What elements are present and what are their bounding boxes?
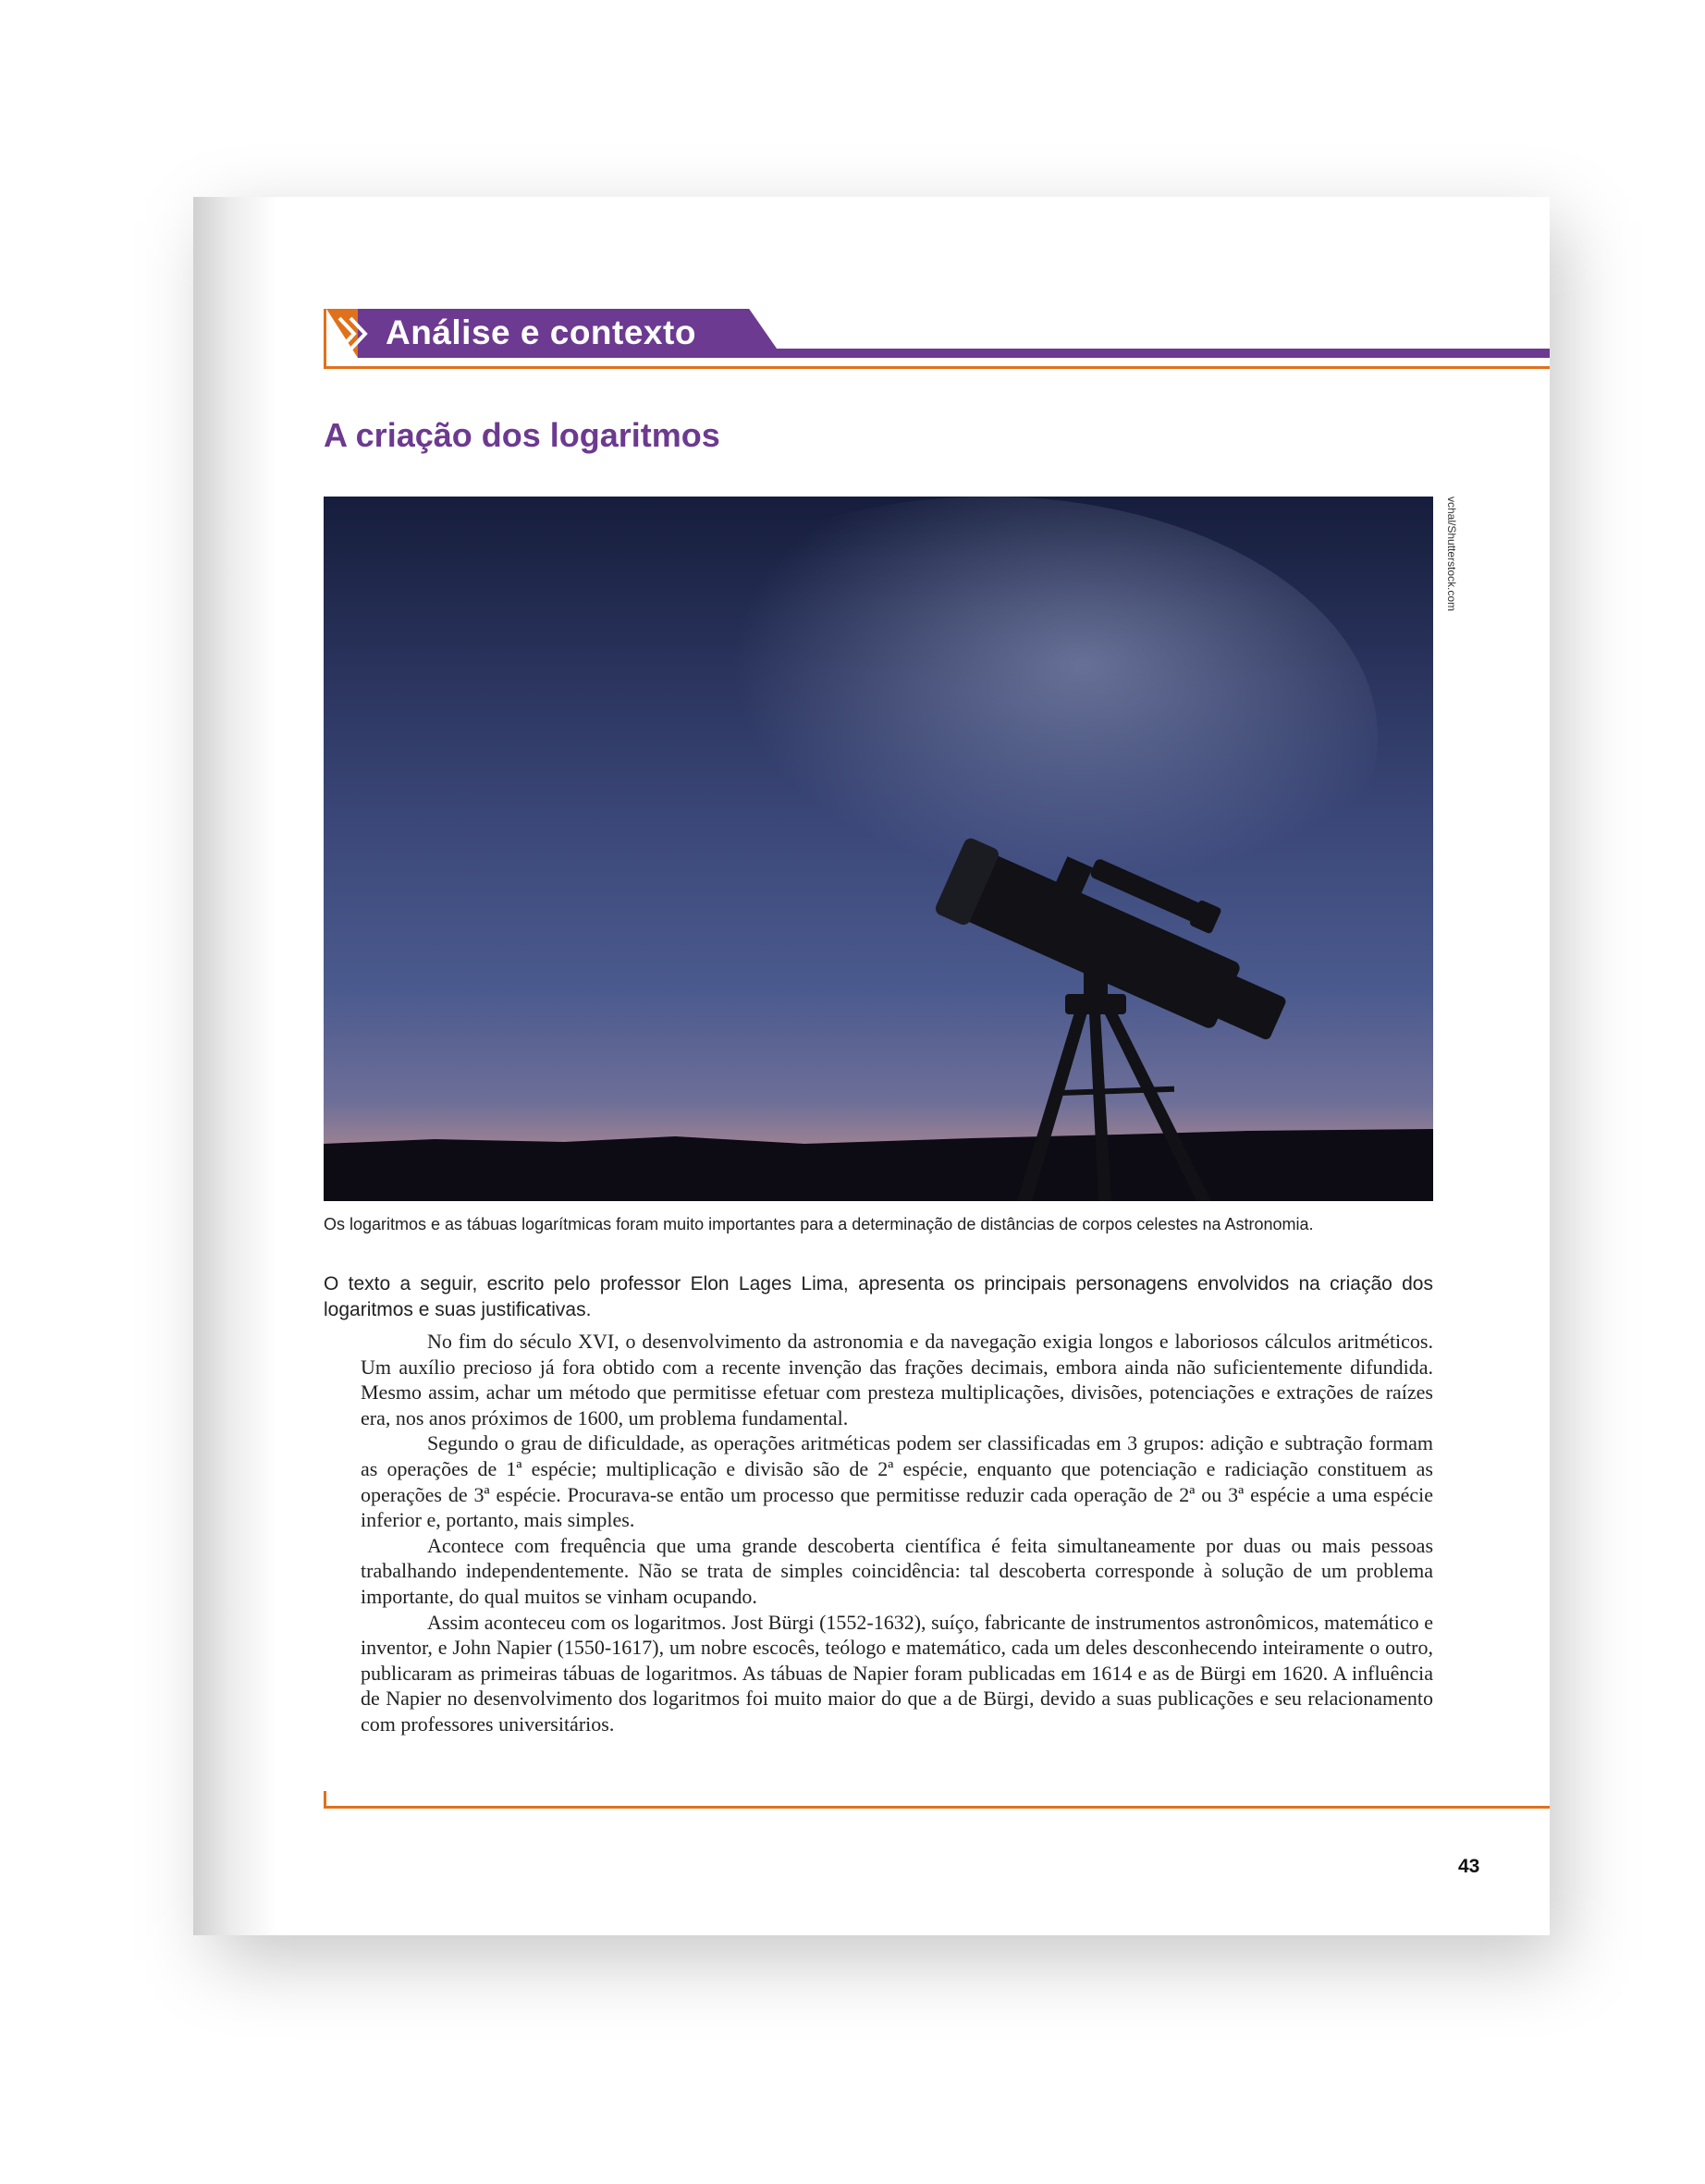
header-orange-rule (324, 366, 1550, 369)
chevron-arrows-icon (332, 313, 374, 355)
page-title: A criação dos logaritmos (324, 416, 720, 454)
section-label: Análise e contexto (386, 313, 696, 351)
quote-paragraph: Acontece com frequência que uma grande descoberta científica é feita simultaneamente por duas ou mais pessoas trabalhando independentemente. Não se trata de simples coincidência: tal descoberta corresponde à solução de um problema importante, do qual muitos se vinham ocupando. (361, 1533, 1433, 1608)
page-spine-gradient (193, 197, 276, 1935)
telescope-night-sky-photo (324, 497, 1433, 1201)
intro-paragraph: O texto a seguir, escrito pelo professor Elon Lages Lima, apresenta os principais personagens envolvidos na criação dos logaritmos e suas justificativas. (324, 1273, 1433, 1320)
quote-paragraph: No fim do século XVI, o desenvolvimento da astronomia e da navegação exigia longos e laboriosos cálculos aritméticos. Um auxílio precioso já fora obtido com a recente invenção das frações decimais, embora ainda não suficientemente difundida. Mesmo assim, achar um método que permitisse efetuar com presteza multiplicações, divisões, potenciações e extrações de raízes era, nos anos próximos de 1600, um problema fundamental. (361, 1330, 1433, 1429)
book-page (193, 197, 1550, 1935)
photo-caption: Os logaritmos e as tábuas logarítmicas foram muito importantes para a determinação de distâncias de corpos celestes na Astronomia. (324, 1215, 1314, 1233)
photo-credit: vchal/Shutterstock.com (1445, 497, 1458, 612)
quote-paragraph: Segundo o grau de dificuldade, as operações aritméticas podem ser classificadas em 3 grupos: adição e subtração formam as operações de 1ª espécie; multiplicação e divisão são de 2ª espécie, enquanto que potenciação e radiciação constituem as operações de 3ª espécie. Procurava-se então um processo que permitisse reduzir cada operação de 2ª ou 3ª espécie a uma espécie inferior e, portanto, mais simples. (361, 1431, 1433, 1532)
quote-paragraph: Assim aconteceu com os logaritmos. Jost Bürgi (1552-1632), suíço, fabricante de instrumentos astronômicos, matemático e inventor, e John Napier (1550-1617), um nobre escocês, teólogo e matemático, cada um deles desconhecendo inteiramente o outro, publicaram as primeiras tábuas de logaritmos. As tábuas de Napier foram publicadas em 1614 e as de Bürgi em 1620. A influência de Napier no desenvolvimento dos logaritmos foi muito maior do que a de Bürgi, devido a suas publicações e seu relacionamento com professores universitários. (361, 1610, 1433, 1736)
page-number: 43 (1458, 1856, 1480, 1877)
header-orange-rule-vertical (324, 309, 326, 369)
quoted-text (361, 1329, 1433, 1737)
footer-orange-rule (324, 1806, 1550, 1809)
